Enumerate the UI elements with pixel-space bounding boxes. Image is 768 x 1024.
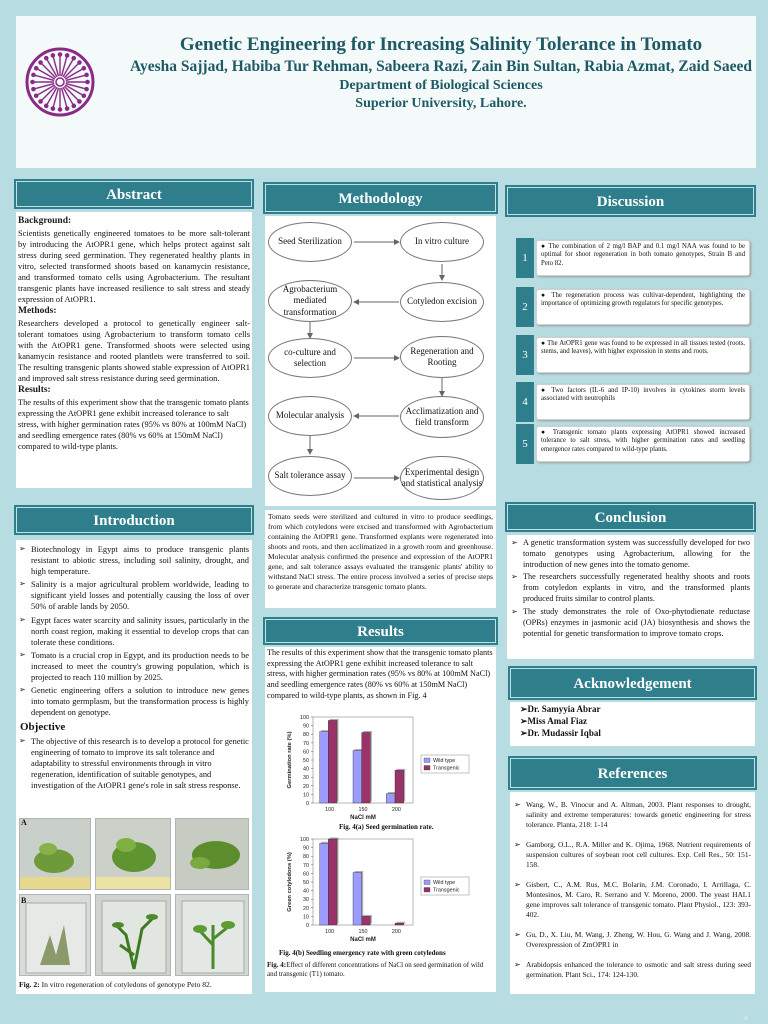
legend-label: Transgenic bbox=[433, 765, 460, 772]
introduction-item: ➢ Egypt faces water scarcity and salinity issues, particularly in the north coast region, making it essential to develop crops that can tolerate these conditions. bbox=[19, 615, 249, 648]
legend-label: Wild type bbox=[433, 758, 456, 764]
y-tick-label: 60 bbox=[303, 749, 309, 756]
discussion-number: 4 bbox=[516, 382, 534, 422]
references-panel bbox=[510, 792, 755, 994]
fig4-text: Effect of different concentrations of NaCl on seed germination of wild and transgenic (T1) tomato. bbox=[267, 961, 484, 979]
bar-wild-type bbox=[353, 873, 362, 925]
abstract-background-text: Scientists genetically engineered tomatoes to be more salt-tolerant by introducing the AtOPR1 gene, which helps protect against salt stress during seed germination. They regenerated healthy plants in vitro, selected transformed shoots based on kanamycin resistance, and transformed tomato cells using Agrobacterium. The resultant transgenic plants have increased resilience to salt stress and steady expression of AtOPR1. bbox=[18, 228, 250, 305]
acknowledgement-heading: Acknowledgement bbox=[510, 668, 755, 698]
discussion-item bbox=[516, 424, 752, 464]
ack-name: ➢Dr. Samyyia Abrar bbox=[520, 704, 601, 714]
discussion-number: 1 bbox=[516, 238, 534, 278]
conclusion-panel bbox=[507, 535, 754, 659]
reference-item: ➢ Arabidopsis enhanced the tolerance to osmotic and salt stress during seed germination. Plant Sci., 174: 124-130. bbox=[514, 960, 751, 980]
y-tick-label: 70 bbox=[303, 862, 309, 869]
conclusion-item: ➢ A genetic transformation system was successfully developed for two tomato genotypes using Agrobacterium, allowing for the introduction of new genes into the tomato genome. bbox=[511, 538, 750, 570]
discussion-item bbox=[516, 335, 752, 375]
x-tick-label: 150 bbox=[358, 929, 368, 935]
y-tick-label: 30 bbox=[303, 775, 309, 782]
y-tick-label: 40 bbox=[303, 766, 309, 773]
fig4b-caption: Fig. 4(b) Seedling emergency rate with green cotyledons bbox=[279, 949, 446, 957]
y-tick-label: 100 bbox=[300, 837, 309, 843]
flow-molecular-analysis: Molecular analysis bbox=[268, 396, 352, 436]
legend-swatch bbox=[424, 880, 430, 885]
bar-transgenic bbox=[362, 732, 371, 803]
poster-department: Department of Biological Sciences bbox=[339, 78, 543, 93]
y-tick-label: 20 bbox=[303, 905, 309, 912]
y-tick-label: 50 bbox=[303, 758, 309, 764]
x-axis-label: NaCl mM bbox=[350, 815, 376, 819]
y-tick-label: 40 bbox=[303, 888, 309, 895]
poster-university: Superior University, Lahore. bbox=[355, 96, 527, 111]
y-tick-label: 80 bbox=[303, 732, 309, 739]
discussion-heading: Discussion bbox=[507, 187, 754, 215]
germination-rate-chart bbox=[283, 713, 483, 819]
y-tick-label: 0 bbox=[306, 923, 309, 929]
flow-cotyledon-excision: Cotyledon excision bbox=[400, 282, 484, 322]
reference-item: ➢ Gu, D., X. Liu, M. Wang, J. Zheng, W. Hou, G. Wang and J. Wang, 2008. Overexpression of ZmOPR1 in bbox=[514, 930, 751, 950]
photo-b3 bbox=[175, 894, 249, 976]
y-tick-label: 60 bbox=[303, 871, 309, 878]
flow-regeneration-rooting: Regeneration and Rooting bbox=[400, 336, 484, 378]
bar-wild-type bbox=[353, 751, 362, 803]
bar-transgenic bbox=[395, 923, 404, 925]
photo-a2 bbox=[95, 818, 171, 890]
discussion-text: ● Two factors (IL-6 and IP-10) involves in cytokines storm levels associated with neutrophils bbox=[536, 384, 750, 420]
y-tick-label: 70 bbox=[303, 740, 309, 747]
photo-b2 bbox=[95, 894, 171, 976]
ack-name: ➢Miss Amal Fiaz bbox=[520, 716, 588, 727]
y-tick-label: 50 bbox=[303, 880, 309, 886]
discussion-number: 2 bbox=[516, 287, 534, 327]
legend-label: Transgenic bbox=[433, 887, 460, 894]
fig2-text: In vitro regeneration of cotyledons of genotype Peto 82. bbox=[39, 980, 212, 989]
methodology-flowchart bbox=[265, 216, 496, 506]
reference-item: ➢ Wang, W., B. Vinocur and A. Altman, 2003. Plant responses to drought, salinity and extreme temperatures: towards genetic engineering for stress tolerance. Planta, 218: 1-14 bbox=[514, 800, 751, 830]
conclusion-heading: Conclusion bbox=[507, 504, 754, 530]
x-tick-label: 100 bbox=[325, 929, 335, 935]
discussion-text: ● The combination of 2 mg/l BAP and 0.1 mg/l NAA was found to be optimal for shoot regeneration in both tomato genotypes, Strain B and Peto 82. bbox=[536, 240, 750, 276]
x-tick-label: 100 bbox=[325, 807, 335, 813]
introduction-item: ➢ Tomato is a crucial crop in Egypt, and its production needs to be increased to meet the country's growing population, which is projected to reach 110 million by 2025. bbox=[19, 650, 249, 683]
discussion-item bbox=[516, 238, 752, 278]
reference-item: ➢ Gisbert, C., A.M. Rus, M.C. Bolarin, J.M. Coronado, I. Arrillaga, C. Montesinos, M. Caro, R. Serrano and V. Moreno, 2000. The yeast HAL1 gene improves salt tolerance of transgenic tomato. Plant Physiol., 123: 393-402. bbox=[514, 880, 751, 920]
y-axis-label: Green cotyledons (%) bbox=[287, 852, 293, 912]
flow-co-culture-selection: co-culture and selection bbox=[268, 338, 352, 378]
acknowledgement-panel bbox=[510, 702, 755, 746]
abstract-methods-text: Researchers developed a protocol to genetically engineer salt-tolerant tomatoes using Agrobacterium to transform tomato cells with the AtOPR1 gene. Transformed shoots were selected using kanamycin resistance and rooted plantlets were transferred to soil. The resulting transgenic plants showed stable expression of AtOPR1 and improved salt stress resistance during seed germination. bbox=[18, 318, 250, 384]
fig4-label: Fig. 4: bbox=[267, 961, 287, 969]
bar-wild-type bbox=[320, 843, 329, 925]
flow-agrobacterium-transformation: Agrobacterium mediated transformation bbox=[268, 280, 352, 322]
introduction-item: ➢ Biotechnology in Egypt aims to produce transgenic plants resistant to abiotic stress, including soil salinity, drought, and high temperature. bbox=[19, 544, 249, 577]
discussion-item bbox=[516, 287, 752, 327]
y-tick-label: 20 bbox=[303, 783, 309, 790]
y-tick-label: 10 bbox=[303, 914, 309, 921]
flow-salt-tolerance-assay: Salt tolerance assay bbox=[268, 456, 352, 496]
fig4a-caption: Fig. 4(a) Seed germination rate. bbox=[339, 823, 434, 831]
results-heading: Results bbox=[265, 619, 496, 643]
results-panel bbox=[265, 647, 496, 992]
y-tick-label: 10 bbox=[303, 792, 309, 799]
y-tick-label: 90 bbox=[303, 845, 309, 852]
bar-transgenic bbox=[362, 916, 371, 925]
bar-transgenic bbox=[328, 839, 337, 925]
abstract-heading: Abstract bbox=[16, 181, 252, 207]
legend-label: Wild type bbox=[433, 880, 456, 886]
poster-authors: Ayesha Sajjad, Habiba Tur Rehman, Sabeera Razi, Zain Bin Sultan, Rabia Azmat, Zaid Saeed bbox=[129, 58, 753, 75]
introduction-heading: Introduction bbox=[16, 507, 252, 533]
photo-label-a: A bbox=[21, 818, 27, 827]
photo-label-b: B bbox=[21, 896, 27, 905]
university-logo-icon bbox=[24, 46, 96, 118]
poster-footer: © bbox=[744, 1016, 748, 1022]
discussion-text: ● The regeneration process was cultivar-dependent, highlighting the importance of optimizing growth regulators for specific genotypes. bbox=[536, 289, 750, 325]
photo-a3 bbox=[175, 818, 249, 890]
y-tick-label: 30 bbox=[303, 897, 309, 904]
flow-experimental-design: Experimental design and statistical analysis bbox=[400, 456, 484, 500]
y-tick-label: 0 bbox=[306, 801, 309, 807]
methodology-heading: Methodology bbox=[265, 184, 496, 212]
conclusion-list bbox=[511, 538, 750, 639]
x-tick-label: 200 bbox=[391, 807, 401, 813]
discussion-number: 5 bbox=[516, 424, 534, 464]
bar-transgenic bbox=[328, 720, 337, 803]
introduction-item: ➢ Salinity is a major agricultural problem worldwide, leading to significant yield losses and potentially causing the loss of over 50% of arable lands by 2050. bbox=[19, 579, 249, 612]
x-axis-label: NaCl mM bbox=[350, 937, 376, 941]
fig4-caption bbox=[267, 961, 494, 979]
bar-transgenic bbox=[395, 770, 404, 803]
abstract-panel bbox=[16, 212, 252, 488]
legend-swatch bbox=[424, 766, 430, 771]
y-axis-label: Germination rate (%) bbox=[287, 731, 293, 789]
poster-title: Genetic Engineering for Increasing Salinity Tolerance in Tomato bbox=[179, 34, 703, 55]
results-text: The results of this experiment show that the transgenic tomato plants expressing the AtOPR1 gene exhibit increased tolerance to salt stress, with higher germination rates (95% vs 80% at 100mM NaCl) and seedling emergence rates (80% vs 60% at 150mM NaCl) compared to wild-type plants, as shown in Fig. 4 bbox=[267, 648, 493, 700]
x-tick-label: 150 bbox=[358, 807, 368, 813]
bar-wild-type bbox=[320, 732, 329, 803]
abstract-results-label: Results: bbox=[18, 385, 51, 396]
abstract-background-label: Background: bbox=[18, 216, 72, 226]
y-tick-label: 90 bbox=[303, 723, 309, 730]
flow-in-vitro-culture: In vitro culture bbox=[400, 222, 484, 262]
discussion-text: ● The AtOPR1 gene was found to be expressed in all tissues tested (roots, stems, and leaves), with higher expression in stems and roots. bbox=[536, 337, 750, 373]
abstract-methods-label: Methods: bbox=[18, 306, 57, 317]
introduction-panel bbox=[16, 540, 252, 994]
references-list bbox=[514, 800, 751, 980]
conclusion-item: ➢ The researchers successfully regenerated healthy shoots and roots from cotyledon explants in vitro, and the transformed plants produced fruits similar to control plants. bbox=[511, 572, 750, 604]
conclusion-item: ➢ The study demonstrates the role of Oxo-phytodienate reductase (OPRs) enzymes in jasmonic acid (JA) biosynthesis and shows the potential for genetic transformation to improve tomato crops. bbox=[511, 607, 750, 639]
y-tick-label: 80 bbox=[303, 854, 309, 861]
objective-heading: Objective bbox=[20, 721, 66, 734]
x-tick-label: 200 bbox=[391, 929, 401, 935]
abstract-results-text: The results of this experiment show that the transgenic tomato plants expressing the AtOPR1 gene exhibit increased tolerance to salt stress, with higher germination rates (95% vs 80% at 100mM NaCl) and seedling emergence rates (80% vs 60% at 150mM NaCl) compared to wild-type plants. bbox=[18, 397, 249, 452]
poster-header bbox=[16, 16, 756, 168]
methodology-text: Tomato seeds were sterilized and cultured in vitro to produce seedlings, from which cotyledons were excised and transformed with Agrobacterium containing the AtOPR1 gene. Transformed explants were regenerated into shoots and roots, and then acclimatized in a growth room and greenhouse. Molecular analysis confirmed the presence and expression of the AtOPR1 gene, and salt tolerance assays evaluated the transgenic plants' ability to withstand NaCl stress. The entire process involved a series of precise steps to generate and characterize transgenic tomato plants. bbox=[265, 510, 496, 608]
reference-item: ➢ Gamborg, O.L., R.A. Miller and K. Ojima, 1968. Nutrient requirements of suspension cultures of soybean root cell cultures. Exp. Cell Res., 50: 151-158. bbox=[514, 840, 751, 870]
photo-b1 bbox=[19, 894, 91, 976]
y-tick-label: 100 bbox=[300, 715, 309, 721]
legend-swatch bbox=[424, 758, 430, 763]
introduction-item: ➢ Genetic engineering offers a solution to introduce new genes into tomato germplasm, but the transformation process is highly dependent on genotype. bbox=[19, 685, 249, 718]
introduction-list bbox=[19, 544, 249, 718]
bar-wild-type bbox=[386, 794, 395, 803]
objective-text: ➢ The objective of this research is to develop a protocol for genetic engineering of tomato to improve its salt tolerance and adaptability to stressful environments through in vitro regeneration, identification of suitable genotypes, and investigation of the AtOPR1 gene's role in salt stress response. bbox=[19, 736, 249, 791]
discussion-item bbox=[516, 382, 752, 422]
references-heading: References bbox=[510, 758, 755, 788]
flow-seed-sterilization: Seed Sterilization bbox=[268, 222, 352, 262]
ack-name: ➢Dr. Mudassir Iqbal bbox=[520, 728, 601, 739]
objective-list bbox=[19, 736, 249, 791]
fig2-caption bbox=[19, 980, 212, 990]
photo-a1 bbox=[19, 818, 91, 890]
flow-acclimatization: Acclimatization and field transform bbox=[400, 396, 484, 438]
discussion-text: ● Transgenic tomato plants expressing AtOPR1 showed increased tolerance to salt stress, with higher germination rates and seedling emergence rates compared to wild-type plants. bbox=[536, 426, 750, 462]
discussion-number: 3 bbox=[516, 335, 534, 375]
fig2-label: Fig. 2: bbox=[19, 980, 40, 989]
legend-swatch bbox=[424, 888, 430, 893]
green-cotyledons-chart bbox=[283, 835, 483, 941]
